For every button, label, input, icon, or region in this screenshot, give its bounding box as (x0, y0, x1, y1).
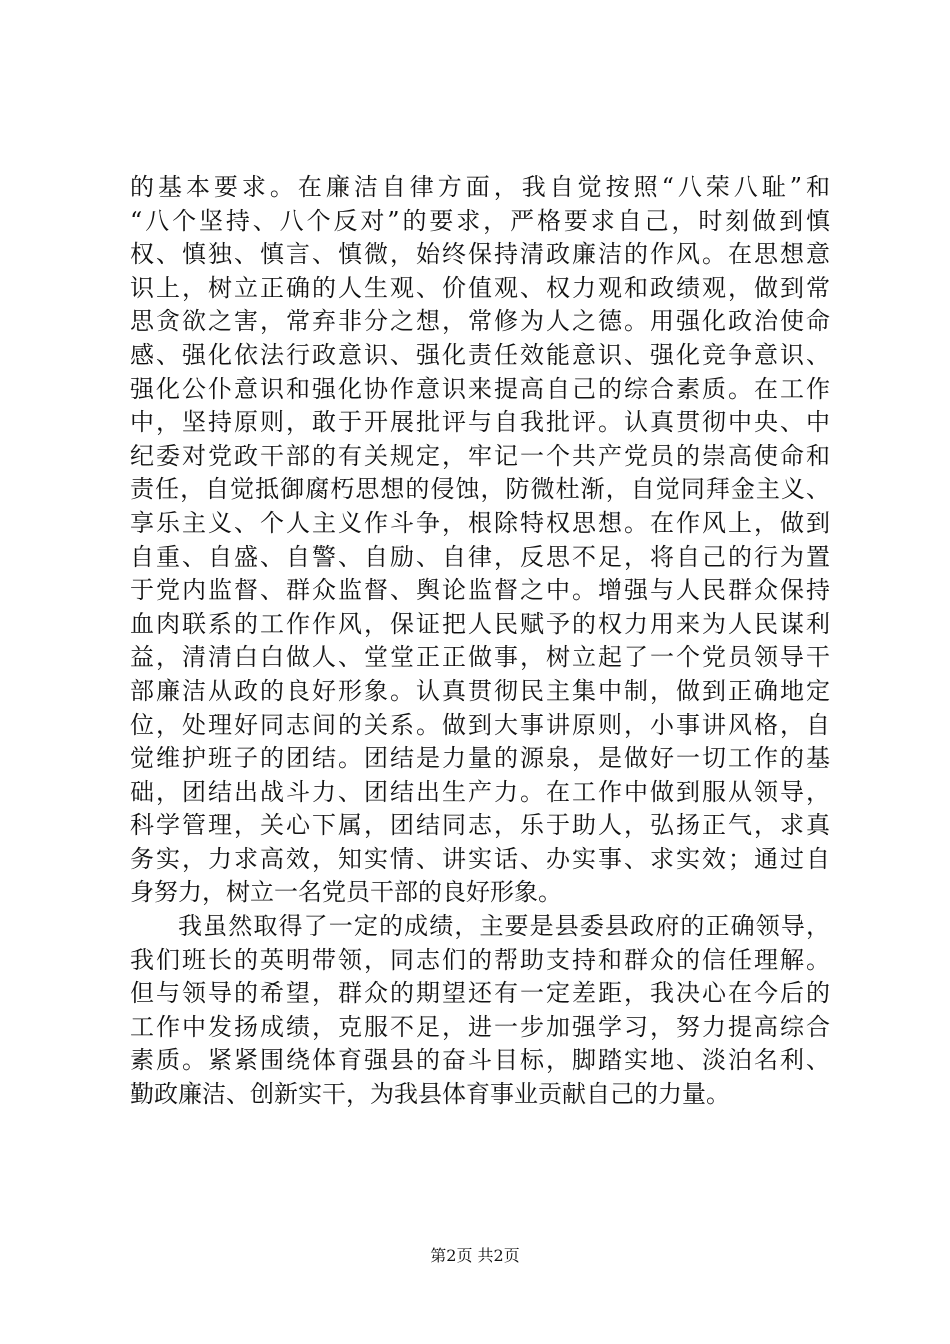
text-line: 感、强化依法行政意识、强化责任效能意识、强化竞争意识、 (130, 340, 830, 369)
text-line: 我们班长的英明带领，同志们的帮助支持和群众的信任理解。 (130, 945, 830, 974)
text-line: 纪委对党政干部的有关规定，牢记一个共产党员的崇高使命和 (130, 441, 830, 470)
text-line: 勤政廉洁、创新实干，为我县体育事业贡献自己的力量。 (130, 1080, 730, 1109)
text-line: 部廉洁从政的良好形象。认真贯彻民主集中制，做到正确地定 (130, 676, 830, 705)
text-line: 工作中发扬成绩，克服不足，进一步加强学习，努力提高综合 (130, 1012, 830, 1041)
text-line: 于党内监督、群众监督、舆论监督之中。增强与人民群众保持 (130, 576, 830, 605)
text-line: 我虽然取得了一定的成绩，主要是县委县政府的正确领导， (178, 912, 830, 941)
text-line: 识上，树立正确的人生观、价值观、权力观和政绩观，做到常 (130, 273, 830, 302)
text-line: 身努力，树立一名党员干部的良好形象。 (130, 878, 562, 907)
text-line: 位，处理好同志间的关系。做到大事讲原则，小事讲风格，自 (130, 710, 830, 739)
paragraph (130, 910, 830, 1112)
text-line: 强化公仆意识和强化协作意识来提高自己的综合素质。在工作 (130, 374, 830, 403)
text-line: 础，团结出战斗力、团结出生产力。在工作中做到服从领导， (130, 777, 830, 806)
text-line: 的基本要求。在廉洁自律方面，我自觉按照“八荣八耻”和 (130, 173, 830, 201)
text-line: 科学管理，关心下属，团结同志，乐于助人，弘扬正气，求真 (130, 811, 830, 840)
text-line: 思贪欲之害，常弃非分之想，常修为人之德。用强化政治使命 (130, 307, 830, 336)
text-line: 责任，自觉抵御腐朽思想的侵蚀，防微杜渐，自觉同拜金主义、 (130, 475, 830, 504)
paragraph (130, 171, 830, 910)
text-line: 益，清清白白做人、堂堂正正做事，树立起了一个党员领导干 (130, 643, 830, 672)
page-footer: 第2页 共2页 (430, 1246, 520, 1265)
text-line: 中，坚持原则，敢于开展批评与自我批评。认真贯彻中央、中 (130, 408, 830, 437)
text-line: 血肉联系的工作作风，保证把人民赋予的权力用来为人民谋利 (130, 609, 830, 638)
text-line: 享乐主义、个人主义作斗争，根除特权思想。在作风上，做到 (130, 508, 830, 537)
text-line: 自重、自盛、自警、自励、自律，反思不足，将自己的行为置 (130, 542, 830, 571)
text-line: 权、慎独、慎言、慎微，始终保持清政廉洁的作风。在思想意 (130, 240, 830, 269)
text-line: 觉维护班子的团结。团结是力量的源泉，是做好一切工作的基 (130, 744, 830, 773)
text-line: 务实，力求高效，知实情、讲实话、办实事、求实效；通过自 (130, 844, 830, 873)
document-body (130, 171, 830, 1112)
text-line: 素质。紧紧围绕体育强县的奋斗目标，脚踏实地、淡泊名利、 (130, 1046, 830, 1075)
text-line: 但与领导的希望，群众的期望还有一定差距，我决心在今后的 (130, 979, 830, 1008)
text-line: “八个坚持、八个反对”的要求，严格要求自己，时刻做到慎 (130, 206, 830, 235)
